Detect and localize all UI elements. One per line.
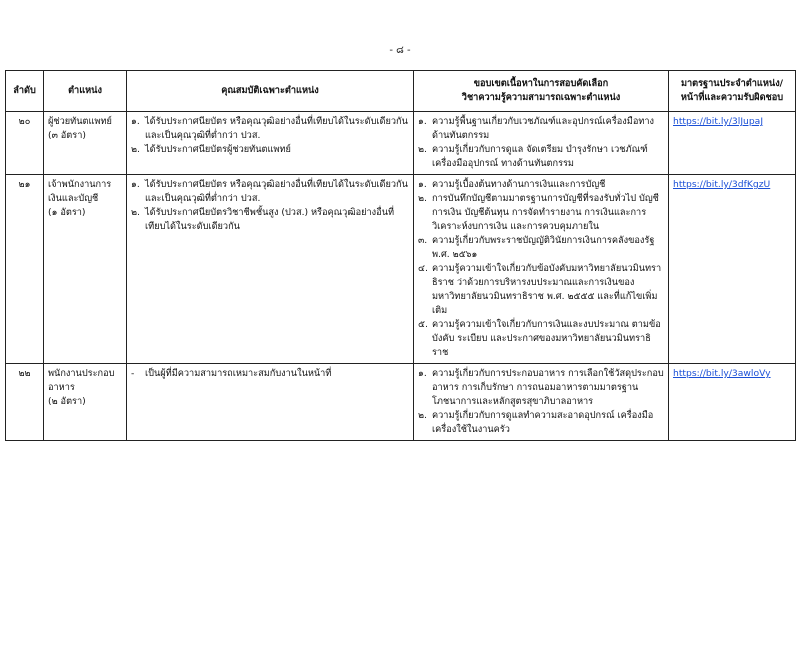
item-number: ๒. xyxy=(418,193,427,204)
scope-item xyxy=(418,367,664,409)
table-header-row xyxy=(6,71,796,112)
job-standard-link[interactable]: https://bit.ly/3awloVy xyxy=(673,368,771,379)
position-cell xyxy=(44,112,127,175)
job-standard-link[interactable]: https://bit.ly/3dfKgzU xyxy=(673,179,771,190)
qualifications-cell xyxy=(127,364,414,441)
table-row xyxy=(6,175,796,364)
table-row xyxy=(6,112,796,175)
header-scope-line2: วิชาความรู้ความสามารถเฉพาะตำแหน่ง xyxy=(461,92,621,103)
qualifications-cell xyxy=(127,175,414,364)
scope-item xyxy=(418,409,664,437)
item-number: ๓. xyxy=(418,235,428,246)
item-number: ๑. xyxy=(418,179,427,190)
item-text: ได้รับประกาศนียบัตรวิชาชีพชั้นสูง (ปวส.) หรือคุณวุฒิอย่างอื่นที่เทียบได้ในระดับเดียวกัน xyxy=(145,207,395,232)
header-standard-line2: หน้าที่และความรับผิดชอบ xyxy=(680,92,784,103)
job-standard-cell xyxy=(669,175,796,364)
header-scope-line1: ขอบเขตเนื้อหาในการสอบคัดเลือก xyxy=(473,78,609,89)
qualification-item xyxy=(131,206,409,234)
scope-item xyxy=(418,318,664,360)
job-standard-cell xyxy=(669,364,796,441)
position-count: (๑ อัตรา) xyxy=(48,207,86,218)
item-text: ความรู้ความเข้าใจเกี่ยวกับข้อบังคับมหาวิทยาลัยนวมินทราธิราช ว่าด้วยการบริหารงบประมาณและการเงินของมหาวิทยาลัยนวมินทราธิราช พ.ศ. ๒๕๕๕ และที่แก้ไขเพิ่มเติม xyxy=(432,263,662,316)
header-no: ลำดับ xyxy=(6,71,44,112)
item-text: ความรู้ความเข้าใจเกี่ยวกับการเงินและงบประมาณ ตามข้อบังคับ ระเบียบ และประกาศของมหาวิทยาลัยนวมินทราธิราช xyxy=(432,319,661,358)
qualification-item xyxy=(131,143,409,157)
item-text: ความรู้เกี่ยวกับการดูแล จัดเตรียม บำรุงรักษา เวชภัณฑ์ เครื่องมืออุปกรณ์ ทางด้านทันตกรรม xyxy=(432,144,648,169)
header-standard-line1: มาตรฐานประจำตำแหน่ง/ xyxy=(680,78,784,89)
header-exam-scope xyxy=(414,71,669,112)
job-standard-link[interactable]: https://bit.ly/3lJupaJ xyxy=(673,116,764,127)
position-count: (๓ อัตรา) xyxy=(48,130,86,141)
job-standard-cell xyxy=(669,112,796,175)
item-text: ความรู้เบื้องต้นทางด้านการเงินและการบัญชี xyxy=(432,179,606,190)
item-text: ได้รับประกาศนียบัตรผู้ช่วยทันตแพทย์ xyxy=(145,144,291,155)
item-number: ๑. xyxy=(131,179,140,190)
qualification-item xyxy=(131,178,409,206)
item-number: ๒. xyxy=(131,207,140,218)
position-title: พนักงานประกอบอาหาร xyxy=(48,368,115,393)
qualification-item xyxy=(131,367,409,381)
exam-scope-cell xyxy=(414,112,669,175)
item-text: ความรู้เกี่ยวกับการดูแลทำความสะอาดอุปกรณ์ เครื่องมือ เครื่องใช้ในงานครัว xyxy=(432,410,654,435)
item-number: ๕. xyxy=(418,319,428,330)
scope-item xyxy=(418,143,664,171)
item-number: ๔. xyxy=(418,263,428,274)
item-number: ๑. xyxy=(418,368,427,379)
exam-scope-cell xyxy=(414,364,669,441)
scope-item xyxy=(418,192,664,234)
position-cell xyxy=(44,364,127,441)
item-number: - xyxy=(131,368,135,379)
item-text: ได้รับประกาศนียบัตร หรือคุณวุฒิอย่างอื่นที่เทียบได้ในระดับเดียวกัน และเป็นคุณวุฒิที่ต่ำกว่า ปวส. xyxy=(145,116,408,141)
item-number: ๑. xyxy=(418,116,427,127)
scope-item xyxy=(418,115,664,143)
recruitment-table xyxy=(5,70,796,441)
item-number: ๒. xyxy=(418,144,427,155)
item-number: ๒. xyxy=(418,410,427,421)
row-number: ๒๐ xyxy=(6,112,44,175)
position-title: ผู้ช่วยทันตแพทย์ xyxy=(48,116,112,127)
item-text: การบันทึกบัญชีตามมาตรฐานการบัญชีที่รองรับทั่วไป บัญชีการเงิน บัญชีต้นทุน การจัดทำรายงาน การเงินและการวิเคราะห์งบการเงิน และการควบคุมภายใน xyxy=(432,193,659,232)
header-job-standard xyxy=(669,71,796,112)
item-number: ๒. xyxy=(131,144,140,155)
header-qualifications: คุณสมบัติเฉพาะตำแหน่ง xyxy=(127,71,414,112)
item-number: ๑. xyxy=(131,116,140,127)
position-title: เจ้าพนักงานการเงินและบัญชี xyxy=(48,179,112,204)
item-text: ได้รับประกาศนียบัตร หรือคุณวุฒิอย่างอื่นที่เทียบได้ในระดับเดียวกัน และเป็นคุณวุฒิที่ต่ำกว่า ปวส. xyxy=(145,179,408,204)
qualifications-cell xyxy=(127,112,414,175)
scope-item xyxy=(418,234,664,262)
exam-scope-cell xyxy=(414,175,669,364)
item-text: ความรู้พื้นฐานเกี่ยวกับเวชภัณฑ์และอุปกรณ์เครื่องมือทางด้านทันตกรรม xyxy=(432,116,655,141)
page-number: - ๘ - xyxy=(389,45,411,56)
table-row xyxy=(6,364,796,441)
row-number: ๒๑ xyxy=(6,175,44,364)
position-count: (๒ อัตรา) xyxy=(48,396,86,407)
scope-item xyxy=(418,262,664,318)
scope-item xyxy=(418,178,664,192)
item-text: ความรู้เกี่ยวกับพระราชบัญญัติวินัยการเงินการคลังของรัฐ พ.ศ. ๒๕๖๑ xyxy=(432,235,655,260)
item-text: ความรู้เกี่ยวกับการประกอบอาหาร การเลือกใช้วัสดุประกอบอาหาร การเก็บรักษา การถนอมอาหารตามมาตรฐานโภชนาการและหลักสูตรสุขาภิบาลอาหาร xyxy=(432,368,664,407)
item-text: เป็นผู้ที่มีความสามารถเหมาะสมกับงานในหน้าที่ xyxy=(145,368,332,379)
position-cell xyxy=(44,175,127,364)
row-number: ๒๒ xyxy=(6,364,44,441)
header-position: ตำแหน่ง xyxy=(44,71,127,112)
qualification-item xyxy=(131,115,409,143)
